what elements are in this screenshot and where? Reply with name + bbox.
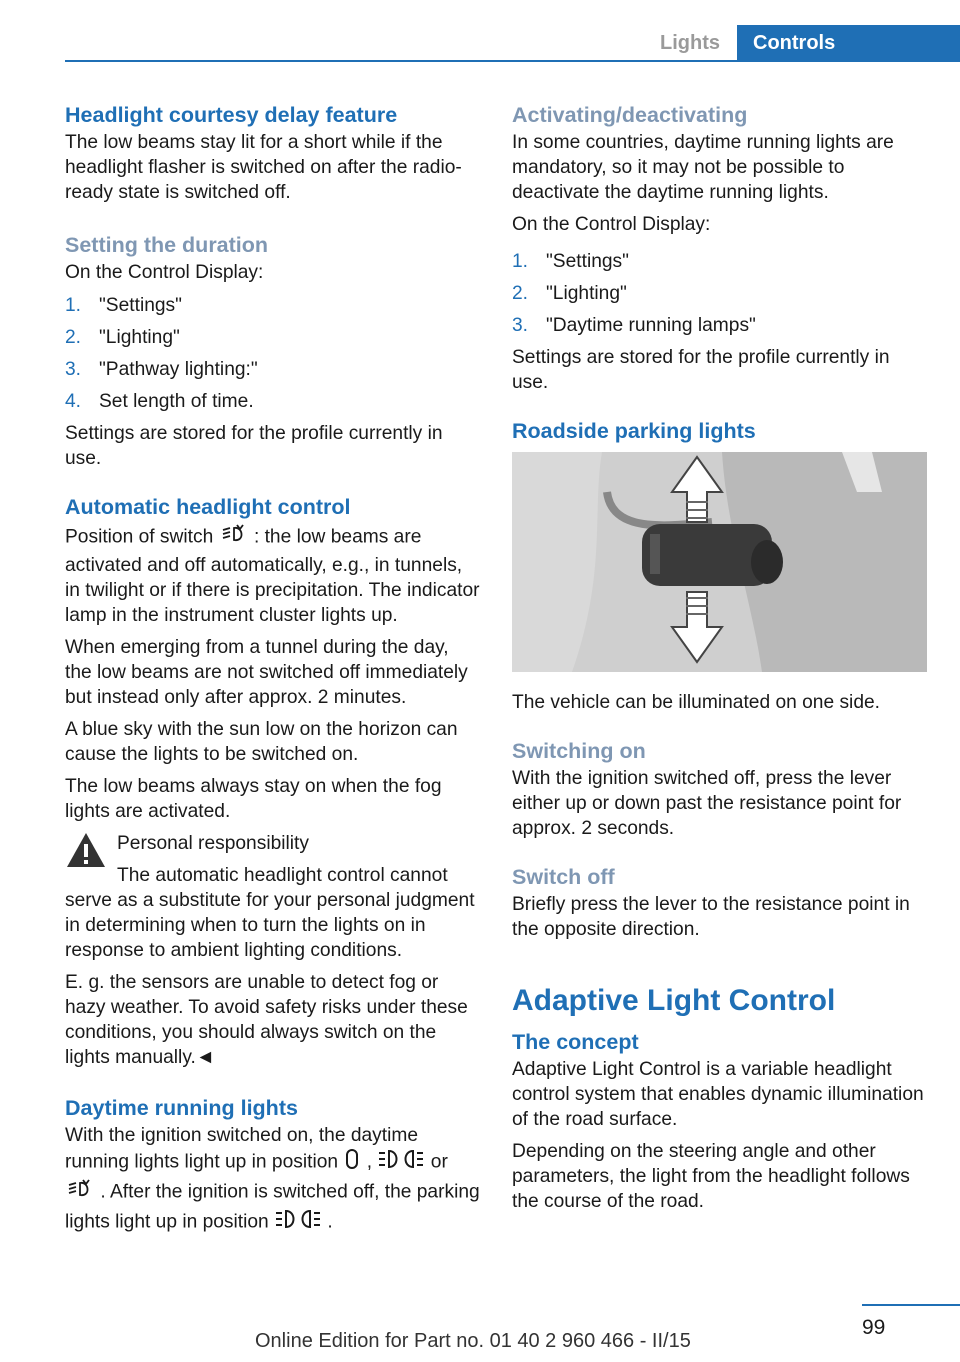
list-item: 1. "Settings"	[512, 251, 629, 272]
blue-sky-paragraph: A blue sky with the sun low on the horizon can cause the lights to be switched on.	[65, 719, 458, 765]
heading-roadside-parking: Roadside parking lights	[512, 419, 756, 443]
heading-activating: Activating/deactivating	[512, 103, 748, 127]
lever-photo	[512, 452, 927, 672]
warning-icon	[65, 831, 105, 867]
list-item: 1. "Settings"	[65, 295, 182, 316]
heading-daytime-running: Daytime running lights	[65, 1096, 298, 1120]
list-item: 3. "Daytime running lamps"	[512, 315, 756, 336]
courtesy-paragraph: The low beams stay lit for a short while if the headlight flasher is switched on after the radio-ready state is switched off.	[65, 132, 462, 203]
one-side-paragraph: The vehicle can be illuminated on one side.	[512, 692, 880, 713]
footer-rule	[862, 1304, 960, 1306]
switch-off-paragraph: Briefly press the lever to the resistance point in the opposite direction.	[512, 894, 910, 940]
heading-concept: The concept	[512, 1030, 639, 1054]
right-column	[512, 100, 930, 1221]
warning-example: E. g. the sensors are unable to detect fog or hazy weather. To avoid safety risks under these conditions, you should always switch on the lights manually.◄	[65, 972, 468, 1068]
header-rule	[65, 60, 960, 62]
parking-lights-icon	[274, 1208, 322, 1237]
list-item: 2. "Lighting"	[512, 283, 627, 304]
stored-settings-text: Settings are stored for the profile currently in use.	[512, 347, 890, 393]
steering-paragraph: Depending on the steering angle and other parameters, the light from the headlight follows the course of the road.	[512, 1141, 910, 1212]
edition-footer: Online Edition for Part no. 01 40 2 960 466 - II/15	[255, 1330, 691, 1352]
list-item: 4. Set length of time.	[65, 391, 254, 412]
heading-automatic-headlight: Automatic headlight control	[65, 495, 351, 519]
duration-steps-list	[65, 293, 480, 414]
heading-switch-off: Switch off	[512, 865, 615, 889]
tab-lights[interactable]: Lights	[660, 31, 720, 54]
warning-box	[65, 831, 480, 963]
auto-paragraph: Position of switch : the low beams are activated and off automatically, e.g., in tunnels, in twilight or if there is precipitation. The indicator lamp in the instrument cluster lights up.	[65, 522, 480, 628]
daytime-paragraph: With the ignition switched on, the daytime running lights light up in position , or . After the ignition is switched off, the parking lights light up in position .	[65, 1123, 480, 1237]
auto-headlight-icon	[219, 522, 249, 553]
warning-title: Personal responsibility	[117, 833, 309, 854]
tunnel-paragraph: When emerging from a tunnel during the day, the low beams are not switched off immediately but instead only after approx. 2 minutes.	[65, 637, 468, 708]
tab-controls[interactable]: Controls	[737, 25, 960, 62]
daytime-steps-list	[512, 249, 930, 338]
mandatory-paragraph: In some countries, daytime running lights are mandatory, so it may not be possible to deactivate the daytime running lights.	[512, 132, 894, 203]
warning-body: The automatic headlight control cannot serve as a substitute for your personal judgment in determining when to turn the lights on in response to ambient lighting conditions.	[65, 865, 475, 961]
page-number: 99	[862, 1316, 886, 1339]
fog-paragraph: The low beams always stay on when the fog lights are activated.	[65, 776, 442, 822]
switching-on-paragraph: With the ignition switched off, press the lever either up or down past the resistance point for approx. 2 seconds.	[512, 768, 902, 839]
control-display-text: On the Control Display:	[65, 262, 264, 283]
heading-courtesy-delay: Headlight courtesy delay feature	[65, 103, 398, 127]
heading-setting-duration: Setting the duration	[65, 233, 269, 257]
left-column	[65, 100, 480, 1244]
zero-position-icon	[343, 1148, 361, 1177]
list-item: 3. "Pathway lighting:"	[65, 359, 258, 380]
concept-paragraph: Adaptive Light Control is a variable headlight control system that enables dynamic illumination of the road surface.	[512, 1059, 924, 1130]
heading-adaptive-light-control: Adaptive Light Control	[512, 984, 836, 1017]
stored-settings-text: Settings are stored for the profile currently in use.	[65, 423, 443, 469]
list-item: 2. "Lighting"	[65, 327, 180, 348]
control-display-text: On the Control Display:	[512, 214, 711, 235]
auto-headlight-icon	[65, 1177, 95, 1208]
heading-switching-on: Switching on	[512, 739, 646, 763]
parking-lights-icon	[377, 1148, 425, 1177]
